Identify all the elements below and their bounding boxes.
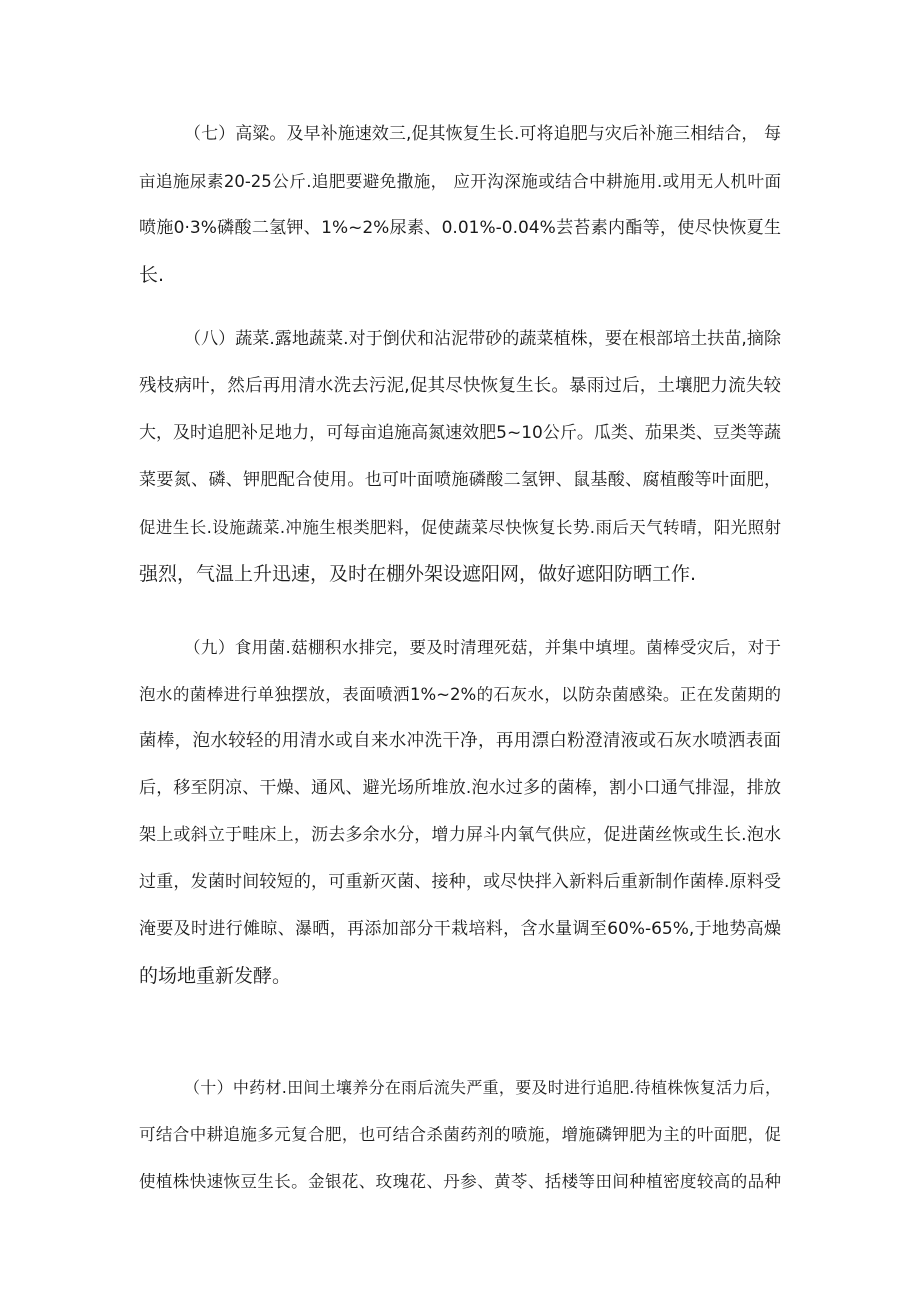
paragraph-line: 淹要及时进行傩晾、瀑晒，再添加部分干栽培料，含水量调至60%-65%,于地势高燥 <box>139 919 781 939</box>
paragraph-line: （九）食用菌.菇棚积水排完，要及时清理死菇，并集中填埋。菌棒受灾后，对于 <box>184 638 781 657</box>
paragraph-line: 过重，发菌时间较短的，可重新灭菌、接种，或尽快拌入新料后重新制作菌棒.原料受 <box>139 872 781 892</box>
paragraph-edible-fungi <box>139 624 781 1000</box>
paragraph-line: 使植株快速恢豆生长。金银花、玫瑰花、丹参、黄苓、括楼等田间种植密度较高的品种 <box>139 1172 781 1191</box>
paragraph-line: 促进生长.设施蔬菜.冲施生根类肥料，促使蔬菜尽快恢复长势.雨后天气转晴，阳光照射 <box>139 518 781 537</box>
paragraph-line: 菜要氮、磷、钾肥配合使用。也可叶面喷施磷酸二氢钾、鼠基酸、腐植酸等叶面肥， <box>139 470 781 490</box>
paragraph-line: 强烈，气温上升迅速，及时在棚外架设遮阳网，做好遮阳防晒工作. <box>139 563 697 585</box>
paragraph-line: （八）蔬菜.露地蔬菜.对于倒伏和沾泥带砂的蔬菜植株，要在根部培土扶苗,摘除 <box>184 329 781 349</box>
paragraph-line: 后，移至阴凉、干燥、通风、避光场所堆放.泡水过多的菌棒，割小口通气排湿，排放 <box>139 778 781 798</box>
paragraph-line: （十）中药材.田间土壤养分在雨后流失严重，要及时进行追肥.待植株恢复活力后， <box>184 1078 781 1097</box>
paragraph-line: 喷施0·3%磷酸二氢钾、1%~2%尿素、0.01%-0.04%芸苔素内酯等，使尽快恢夏生 <box>139 218 781 238</box>
paragraph-line: 架上或斜立于畦床上，沥去多余水分，增力屏斗内氧气供应，促进菌丝恢或生长.泡水 <box>139 825 781 845</box>
paragraph-line: 亩追施尿素20-25公斤.追肥要避免撒施， 应开沟深施或结合中耕施用.或用无人机叶面 <box>139 172 781 191</box>
paragraph-sorghum <box>139 111 781 299</box>
paragraph-line: 泡水的菌棒进行单独摆放，表面喷洒1%~2%的石灰水，以防杂菌感染。正在发菌期的 <box>139 685 781 704</box>
paragraph-line: 菌棒，泡水较轻的用清水或自来水冲洗干净，再用漂白粉澄清液或石灰水喷洒表面 <box>139 731 781 751</box>
paragraph-line: 可结合中耕追施多元复合肥，也可结合杀菌药剂的喷施，增施磷钾肥为主的叶面肥，促 <box>139 1125 781 1144</box>
paragraph-medicinal-herbs <box>139 1064 781 1205</box>
paragraph-line: 的场地重新发酵。 <box>139 965 292 987</box>
paragraph-line: 残枝病叶，然后再用清水洗去污泥,促其尽快恢复生长。暴雨过后，土壤肥力流失较 <box>139 376 781 396</box>
paragraph-line: 大，及时追肥补足地力，可每亩追施高氮速效肥5~10公斤。瓜类、茄果类、豆类等蔬 <box>139 423 781 443</box>
paragraph-vegetables <box>139 316 781 598</box>
paragraph-line: 长. <box>139 264 165 286</box>
paragraph-line: （七）高粱。及早补施速效三,促其恢复生长.可将追肥与灾后补施三相结合， 每 <box>184 124 781 144</box>
